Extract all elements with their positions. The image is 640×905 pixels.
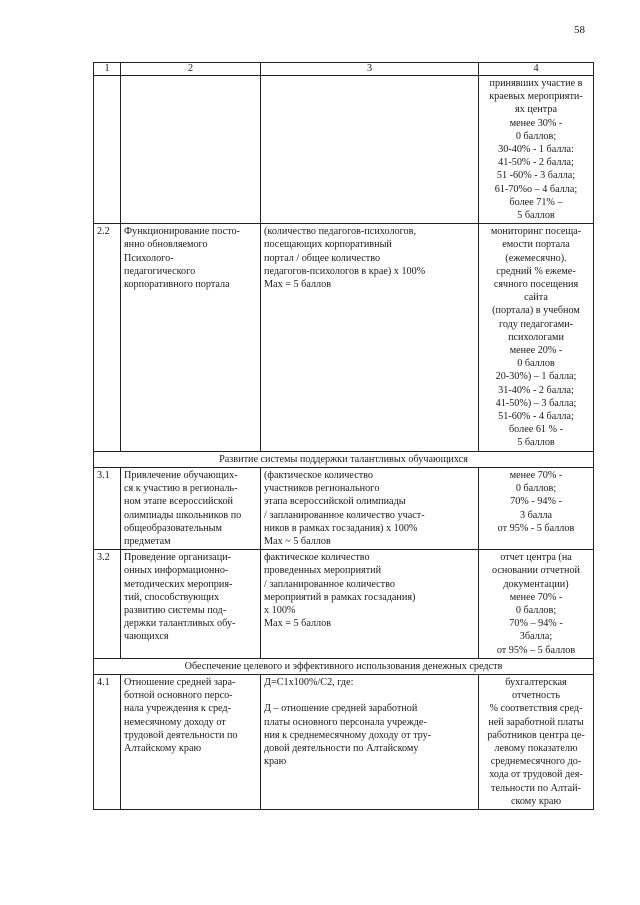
header-row [94,63,594,76]
header-col-3: 3 [261,63,479,76]
row-number: 3.2 [94,550,121,659]
header-col-2: 2 [121,63,261,76]
row-number [94,76,121,224]
scoring-criteria: отчет центра (на основании отчетной документации) менее 70% - 0 баллов; 70% – 94% - 3балла; от 95% – 5 баллов [479,550,594,659]
indicator-name [121,76,261,224]
indicator-name: Проведение организаци- онных информационно- методических мероприя- тий, способствующих развитию системы под- держки талантливых обу- чающихся [121,550,261,659]
section-title: Развитие системы поддержки талантливых обучающихся [94,451,594,467]
section-row [94,451,594,467]
indicator-name: Привлечение обучающих- ся к участию в региональ- ном этапе всероссийской олимпиады школьников по общеобразовательным предметам [121,467,261,549]
table-row [94,467,594,549]
row-number: 4.1 [94,674,121,809]
calculation-formula: Д=С1х100%/С2, где: Д – отношение средней заработной платы основного персонала учрежде- ния к среднемесячному доходу от тру- довой деятельности по Алтайскому краю [261,674,479,809]
page-number: 58 [574,24,585,36]
header-col-1: 1 [94,63,121,76]
table-row [94,550,594,659]
scoring-criteria: принявших участие в краевых мероприяти- ях центра менее 30% - 0 баллов; 30-40% - 1 балла: 41-50% - 2 балла; 51 -60% - 3 балла; 61-70%о – 4 балла; более 71% – 5 баллов [479,76,594,224]
calculation-formula: (фактическое количество участников региональногo этапа всероссийской олимпиады / запланированное количество участ- ников в рамках госзадания) х 100% Мах ~ 5 баллов [261,467,479,549]
indicator-name: Отношение средней зара- ботной основного персо- нала учреждения к сред- немесячному доходу от трудовой деятельности по Алтайскому краю [121,674,261,809]
scoring-criteria: мониторинг посеща- емости портала (ежемесячно). средний % ежеме- сячного посещения сайта (портала) в учебном году педагогами- психологами менее 20% - 0 баллов 20-30%) – 1 балла; 31-40% - 2 балла; 41-50%) – 3 балла; 51-60% - 4 балла; более 61 % - 5 баллов [479,224,594,451]
header-col-4: 4 [479,63,594,76]
calculation-formula [261,76,479,224]
row-number: 3.1 [94,467,121,549]
row-number: 2.2 [94,224,121,451]
table-row [94,674,594,809]
table-row [94,224,594,451]
indicator-name: Функционирование посто- янно обновляемого Психолого- педагогического корпоративного портала [121,224,261,451]
criteria-table [93,62,594,810]
section-row [94,658,594,674]
calculation-formula: фактическое количество проведенных мероприятий / запланированное количество мероприятий в рамках госзадания) х 100% Мах = 5 баллов [261,550,479,659]
section-title: Обеспечение целевого и эффективного использования денежных средств [94,658,594,674]
scoring-criteria: менее 70% - 0 баллов; 70% - 94% - 3 балла от 95% - 5 баллов [479,467,594,549]
scoring-criteria: бухгалтерская отчетность % соответствия сред- ней заработной платы работников центра це- левому показателю среднемесячного до- хода от трудовой дея- тельности по Алтай- скому краю [479,674,594,809]
table-row [94,76,594,224]
calculation-formula: (количество педагогов-психологов, посещающих корпоративный портал / общее количество педагогов-психологов в крае) х 100% Мах = 5 баллов [261,224,479,451]
